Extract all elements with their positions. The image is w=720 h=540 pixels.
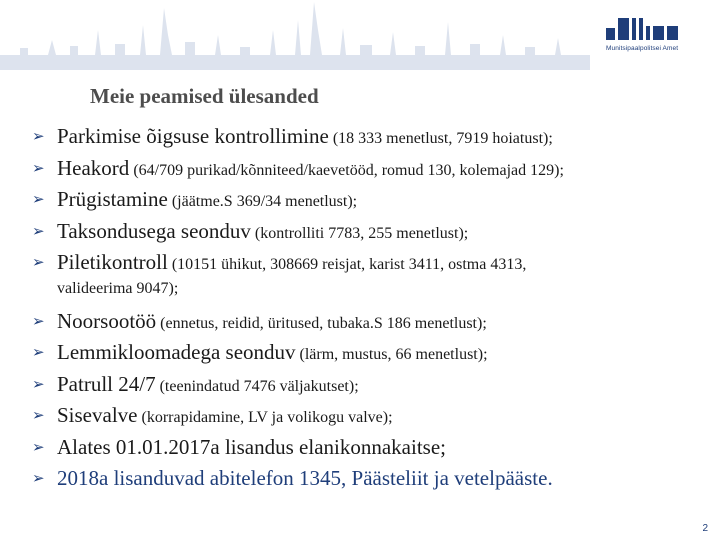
list-item xyxy=(32,338,712,370)
list-item xyxy=(32,307,712,339)
slide-title: Meie peamised ülesanded xyxy=(90,84,319,108)
tallinn-logo-mark xyxy=(606,18,710,40)
item-detail-text: (teenindatud 7476 väljakutset); xyxy=(155,377,359,395)
arrow-bullet-icon: ➢ xyxy=(32,406,45,424)
list-item xyxy=(32,433,712,465)
arrow-bullet-icon: ➢ xyxy=(32,221,45,240)
item-detail-text: (kontrolliti 7783, 255 menetlust); xyxy=(250,224,469,242)
arrow-bullet-icon: ➢ xyxy=(32,158,45,177)
item-main-text: Noorsootöö xyxy=(57,308,157,333)
item-detail-text: (64/709 purikad/kõnniteed/kaevetööd, romud 130, kolemajad 129); xyxy=(129,161,564,179)
item-main-text: Sisevalve xyxy=(57,403,138,427)
item-detail-text: (ennetus, reidid, üritused, tubaka.S 186 menetlust); xyxy=(156,314,487,332)
item-main-text: Alates 01.01.2017a lisandus elanikonnakaitse; xyxy=(57,434,447,459)
item-main-text: Parkimise õigsuse kontrollimine xyxy=(57,124,329,148)
item-detail-text: (korrapidamine, LV ja volikogu valve); xyxy=(137,409,393,426)
item-continuation-text: valideerima 9047); xyxy=(57,279,179,297)
item-detail-text: (jäätme.S 369/34 menetlust); xyxy=(167,193,358,210)
item-main-text: Lemmikloomadega seonduv xyxy=(57,340,296,364)
item-main-text: Piletikontroll xyxy=(57,250,168,274)
arrow-bullet-icon: ➢ xyxy=(32,343,45,361)
item-main-text: Prügistamine xyxy=(57,187,168,211)
tallinn-logo xyxy=(606,18,710,64)
item-main-text: Heakord xyxy=(57,155,130,180)
item-main-text: Patrull 24/7 xyxy=(57,371,156,396)
item-detail-text: (10151 ühikut, 308669 reisjat, karist 3411, ostma 4313, xyxy=(167,256,527,273)
list-item xyxy=(32,248,712,300)
task-list xyxy=(32,122,712,496)
list-item xyxy=(32,401,712,433)
page-number: 2 xyxy=(702,523,708,534)
arrow-bullet-icon: ➢ xyxy=(32,127,45,145)
arrow-bullet-icon: ➢ xyxy=(32,437,45,456)
list-item xyxy=(32,370,712,402)
arrow-bullet-icon: ➢ xyxy=(32,469,45,487)
arrow-bullet-icon: ➢ xyxy=(32,190,45,208)
item-detail-text: . xyxy=(547,466,553,490)
arrow-bullet-icon: ➢ xyxy=(32,311,45,330)
list-item xyxy=(32,154,712,186)
item-main-text: 2018a lisanduvad abitelefon 1345, Päästeliit ja vetelpääste xyxy=(57,466,548,490)
list-item xyxy=(32,185,712,217)
logo-subtitle: Munitsipaalpolitsei Amet xyxy=(606,45,679,52)
list-item xyxy=(32,122,712,154)
list-item xyxy=(32,464,712,496)
arrow-bullet-icon: ➢ xyxy=(32,374,45,393)
arrow-bullet-icon: ➢ xyxy=(32,253,45,271)
list-item xyxy=(32,217,712,249)
item-main-text: Taksondusega seonduv xyxy=(57,218,251,243)
item-detail-text: (lärm, mustus, 66 menetlust); xyxy=(295,346,488,363)
item-detail-text: (18 333 menetlust, 7919 hoiatust); xyxy=(328,130,553,147)
